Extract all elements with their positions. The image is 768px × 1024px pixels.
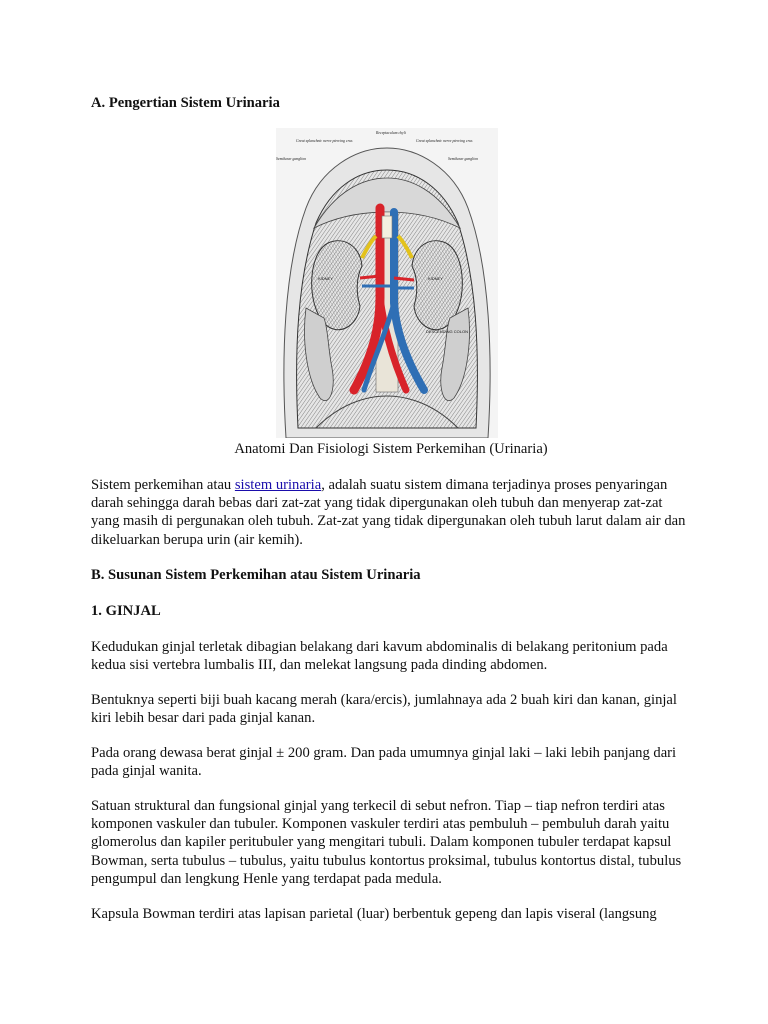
label-splanchnic-left: Great splanchnic nerve piercing crus	[296, 139, 353, 143]
intro-text-before: Sistem perkemihan atau	[91, 477, 235, 493]
paragraph-nefron: Satuan struktural dan fungsional ginjal yang terkecil di sebut nefron. Tiap – tiap nefron terdiri atas komponen vaskuler dan tubuler. Komponen vaskuler terdiri atas pembuluh – pembuluh darah yaitu glomerolus dan kapiler peritubuler yang mengitari tubuli. Dalam komponen tubuler terdapat kapsul Bowman, serta tubulus – tubulus, yaitu tubulus kontortus proksimal, tubulus kontortus distal, tubulus pengumpul dan lengkung Henle yang terdapat pada medula.	[91, 798, 682, 887]
label-colon-right: DESCENDING COLON	[426, 329, 469, 334]
label-ganglion-right: Semilunar ganglion	[448, 157, 479, 161]
heading-susunan: B. Susunan Sistem Perkemihan atau Sistem Urinaria	[91, 567, 421, 583]
heading-ginjal: 1. GINJAL	[91, 603, 161, 619]
sistem-urinaria-link[interactable]: sistem urinaria	[234, 477, 322, 493]
paragraph-kedudukan: Kedudukan ginjal terletak dibagian belakang dari kavum abdominalis di belakang peritonium pada kedua sisi vertebra lumbalis III, dan melekat langsung pada dinding abdomen.	[91, 639, 668, 674]
label-ganglion-left: Semilunar ganglion	[276, 157, 307, 161]
intro-paragraph	[91, 476, 691, 549]
paragraph-kapsula: Kapsula Bowman terdiri atas lapisan parietal (luar) berbentuk gepeng dan lapis viseral (langsung	[91, 906, 657, 922]
label-kidney-right: KIDNEY	[428, 276, 443, 281]
urinary-system-illustration	[276, 128, 498, 438]
label-receptaculum: Receptaculum chyli	[376, 131, 406, 135]
heading-pengertian: A. Pengertian Sistem Urinaria	[91, 95, 280, 111]
figure-caption: Anatomi Dan Fisiologi Sistem Perkemihan (Urinaria)	[234, 441, 548, 457]
intro-text-after: , adalah suatu sistem dimana terjadinya proses penyaringan darah sehingga darah bebas dari zat-zat yang tidak dipergunakan oleh tubuh dan menyerap zat-zat yang masih di pergunakan oleh tubuh. Zat-zat yang tidak dipergunakan oleh tubuh larut dalam air dan dikeluarkan berupa urin (air kemih).	[91, 477, 686, 548]
paragraph-bentuk: Bentuknya seperti biji buah kacang merah (kara/ercis), jumlahnaya ada 2 buah kiri dan kanan, ginjal kiri lebih besar dari pada ginjal kanan.	[91, 692, 677, 727]
anatomy-figure	[276, 128, 498, 438]
label-kidney-left: KIDNEY	[318, 276, 333, 281]
label-splanchnic-right: Great splanchnic nerve piercing crus	[416, 139, 473, 143]
paragraph-berat: Pada orang dewasa berat ginjal ± 200 gram. Dan pada umumnya ginjal laki – laki lebih panjang dari pada ginjal wanita.	[91, 745, 677, 780]
